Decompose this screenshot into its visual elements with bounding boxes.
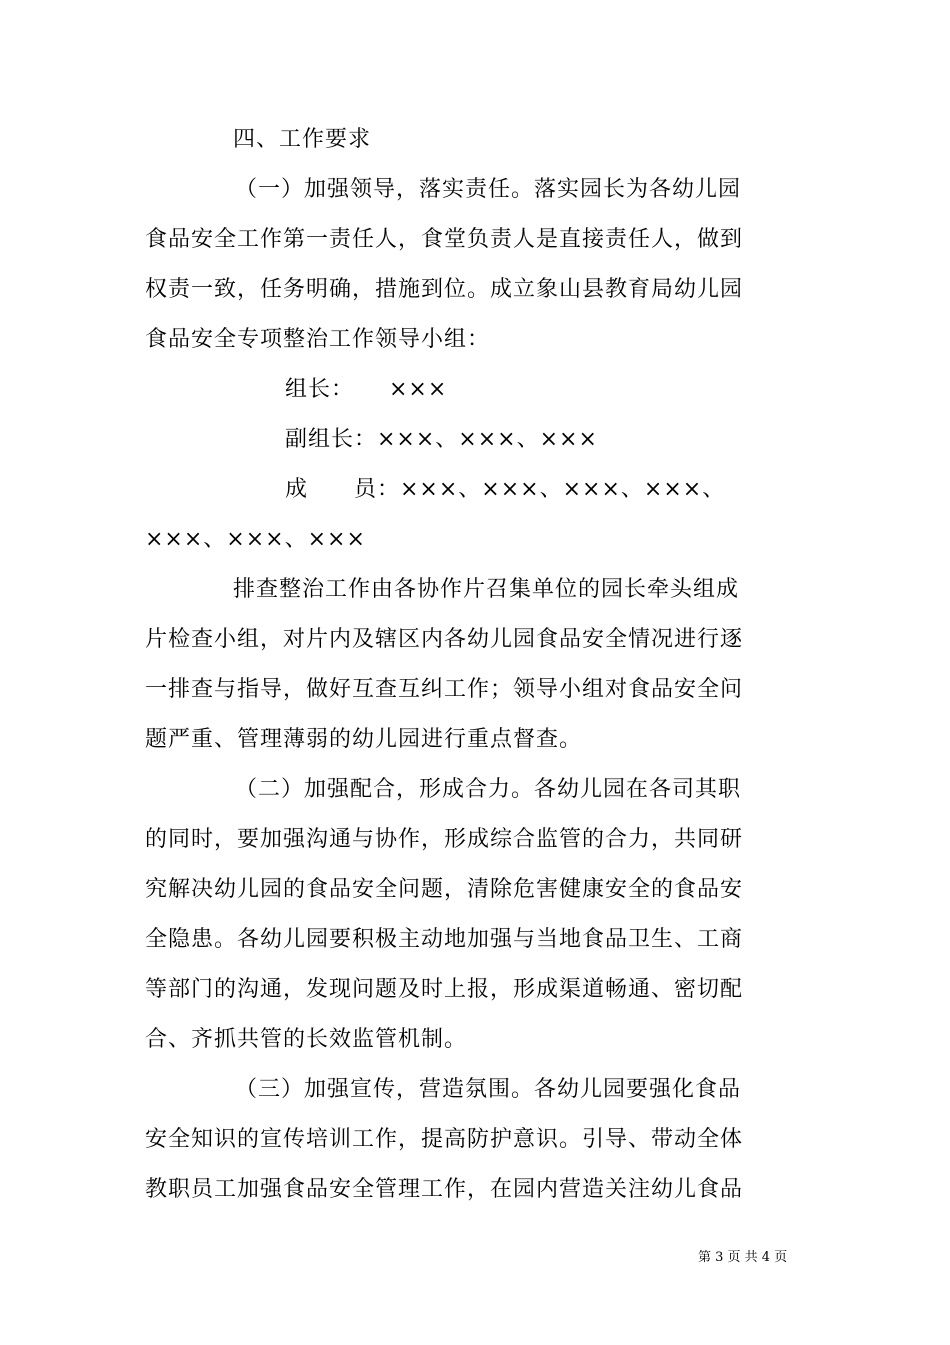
paragraph-line: （三）加强宣传，营造氛围。各幼儿园要强化食品	[235, 1077, 742, 1102]
paragraph-line: 究解决幼儿园的食品安全问题，清除危害健康安全的食品安	[145, 877, 744, 902]
paragraph-line: 教职员工加强食品安全管理工作，在园内营造关注幼儿食品	[145, 1177, 744, 1202]
deputy-leader-line: 副组长：×××、×××、×××	[285, 427, 598, 452]
section-heading: 四、工作要求	[233, 127, 372, 152]
paragraph-line: 安全知识的宣传培训工作，提高防护意识。引导、带动全体	[145, 1127, 744, 1152]
paragraph-line: 权责一致，任务明确，措施到位。成立象山县教育局幼儿园	[145, 277, 744, 302]
members-line-continued: ×××、×××、×××	[145, 527, 366, 552]
paragraph-line: （二）加强配合，形成合力。各幼儿园在各司其职	[235, 777, 742, 802]
page-number: 第 3 页 共 4 页	[698, 1250, 788, 1265]
paragraph-line: 一排查与指导，做好互查互纠工作；领导小组对食品安全问	[145, 677, 744, 702]
paragraph-line: 食品安全工作第一责任人，食堂负责人是直接责任人，做到	[145, 227, 744, 252]
members-line: 成 员：×××、×××、×××、×××、	[285, 477, 726, 502]
paragraph-line: 排查整治工作由各协作片召集单位的园长牵头组成	[233, 577, 740, 602]
paragraph-line: 题严重、管理薄弱的幼儿园进行重点督查。	[145, 727, 583, 752]
paragraph-line: （一）加强领导，落实责任。落实园长为各幼儿园	[235, 177, 742, 202]
paragraph-line: 片检查小组，对片内及辖区内各幼儿园食品安全情况进行逐	[145, 627, 744, 652]
paragraph-line: 的同时，要加强沟通与协作，形成综合监管的合力，共同研	[145, 827, 744, 852]
paragraph-line: 食品安全专项整治工作领导小组：	[145, 327, 491, 352]
paragraph-line: 合、齐抓共管的长效监管机制。	[145, 1027, 468, 1052]
paragraph-line: 全隐患。各幼儿园要积极主动地加强与当地食品卫生、工商	[145, 927, 744, 952]
paragraph-line: 等部门的沟通，发现问题及时上报，形成渠道畅通、密切配	[145, 977, 744, 1002]
leader-line: 组长： ×××	[285, 377, 448, 402]
